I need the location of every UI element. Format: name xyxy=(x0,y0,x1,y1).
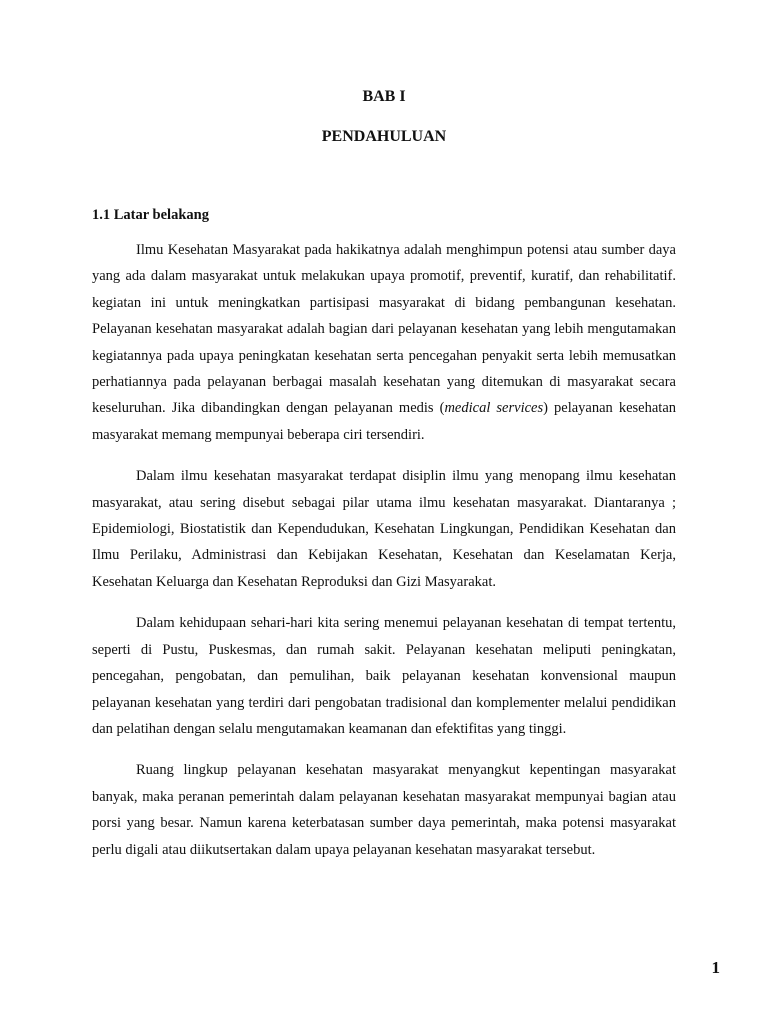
paragraph-1-text-end: ) pelayanan kesehatan masyarakat memang mempunyai beberapa ciri tersendiri. xyxy=(92,400,677,443)
paragraph-1 xyxy=(92,237,676,448)
paragraph-3: Dalam kehidupaan sehari-hari kita sering menemui pelayanan kesehatan di tempat tertentu, seperti di Pustu, Puskesmas, dan rumah sakit. Pelayanan kesehatan meliputi peningkatan, pencegahan, pengobatan, dan pemulihan, baik pelayanan kesehatan konvensional maupun pelayanan kesehatan yang terdiri dari pengobatan tradisional dan komplementer melalui pendidikan dan pelatihan dengan selalu mengutamakan keamanan dan efektifitas yang tinggi. xyxy=(92,615,676,737)
paragraph-4: Ruang lingkup pelayanan kesehatan masyarakat menyangkut kepentingan masyarakat banyak, maka peranan pemerintah dalam pelayanan kesehatan masyarakat mempunyai bagian atau porsi yang besar. Namun karena keterbatasan sumber daya pemerintah, maka potensi masyarakat perlu digali atau diikutsertakan dalam upaya pelayanan kesehatan masyarakat tersebut. xyxy=(92,762,676,858)
chapter-title: PENDAHULUAN xyxy=(321,128,447,145)
paragraph-1-text-start: Ilmu Kesehatan Masyarakat pada hakikatnya adalah menghimpun potensi atau sumber daya yang ada dalam masyarakat untuk melakukan upaya promotif, preventif, kuratif, dan rehabilitatif. kegiatan ini untuk meningkatkan partisipasi masyarakat di bidang pembangunan kesehatan. Pelayanan kesehatan masyarakat adalah bagian dari pelayanan kesehatan yang lebih mengutamakan kegiatannya pada upaya peningkatan kesehatan serta pencegahan penyakit serta lebih memusatkan perhatiannya pada pelayanan berbagai masalah kesehatan yang ditemukan di masyarakat secara keseluruhan. Jika dibandingkan dengan pelayanan medis ( xyxy=(92,242,676,417)
body-text xyxy=(92,237,676,878)
page-number: 1 xyxy=(711,958,720,977)
section-heading: 1.1 Latar belakang xyxy=(92,207,209,223)
paragraph-2: Dalam ilmu kesehatan masyarakat terdapat disiplin ilmu yang menopang ilmu kesehatan masyarakat, atau sering disebut sebagai pilar utama ilmu kesehatan masyarakat. Diantaranya ; Epidemiologi, Biostatistik dan Kependudukan, Kesehatan Lingkungan, Pendidikan Kesehatan dan Ilmu Perilaku, Administrasi dan Kebijakan Kesehatan, Kesehatan dan Keselamatan Kerja, Kesehatan Keluarga dan Kesehatan Reproduksi dan Gizi Masyarakat. xyxy=(92,468,676,590)
chapter-number: BAB I xyxy=(362,88,406,105)
paragraph-1-italic-term: medical services xyxy=(444,400,544,417)
